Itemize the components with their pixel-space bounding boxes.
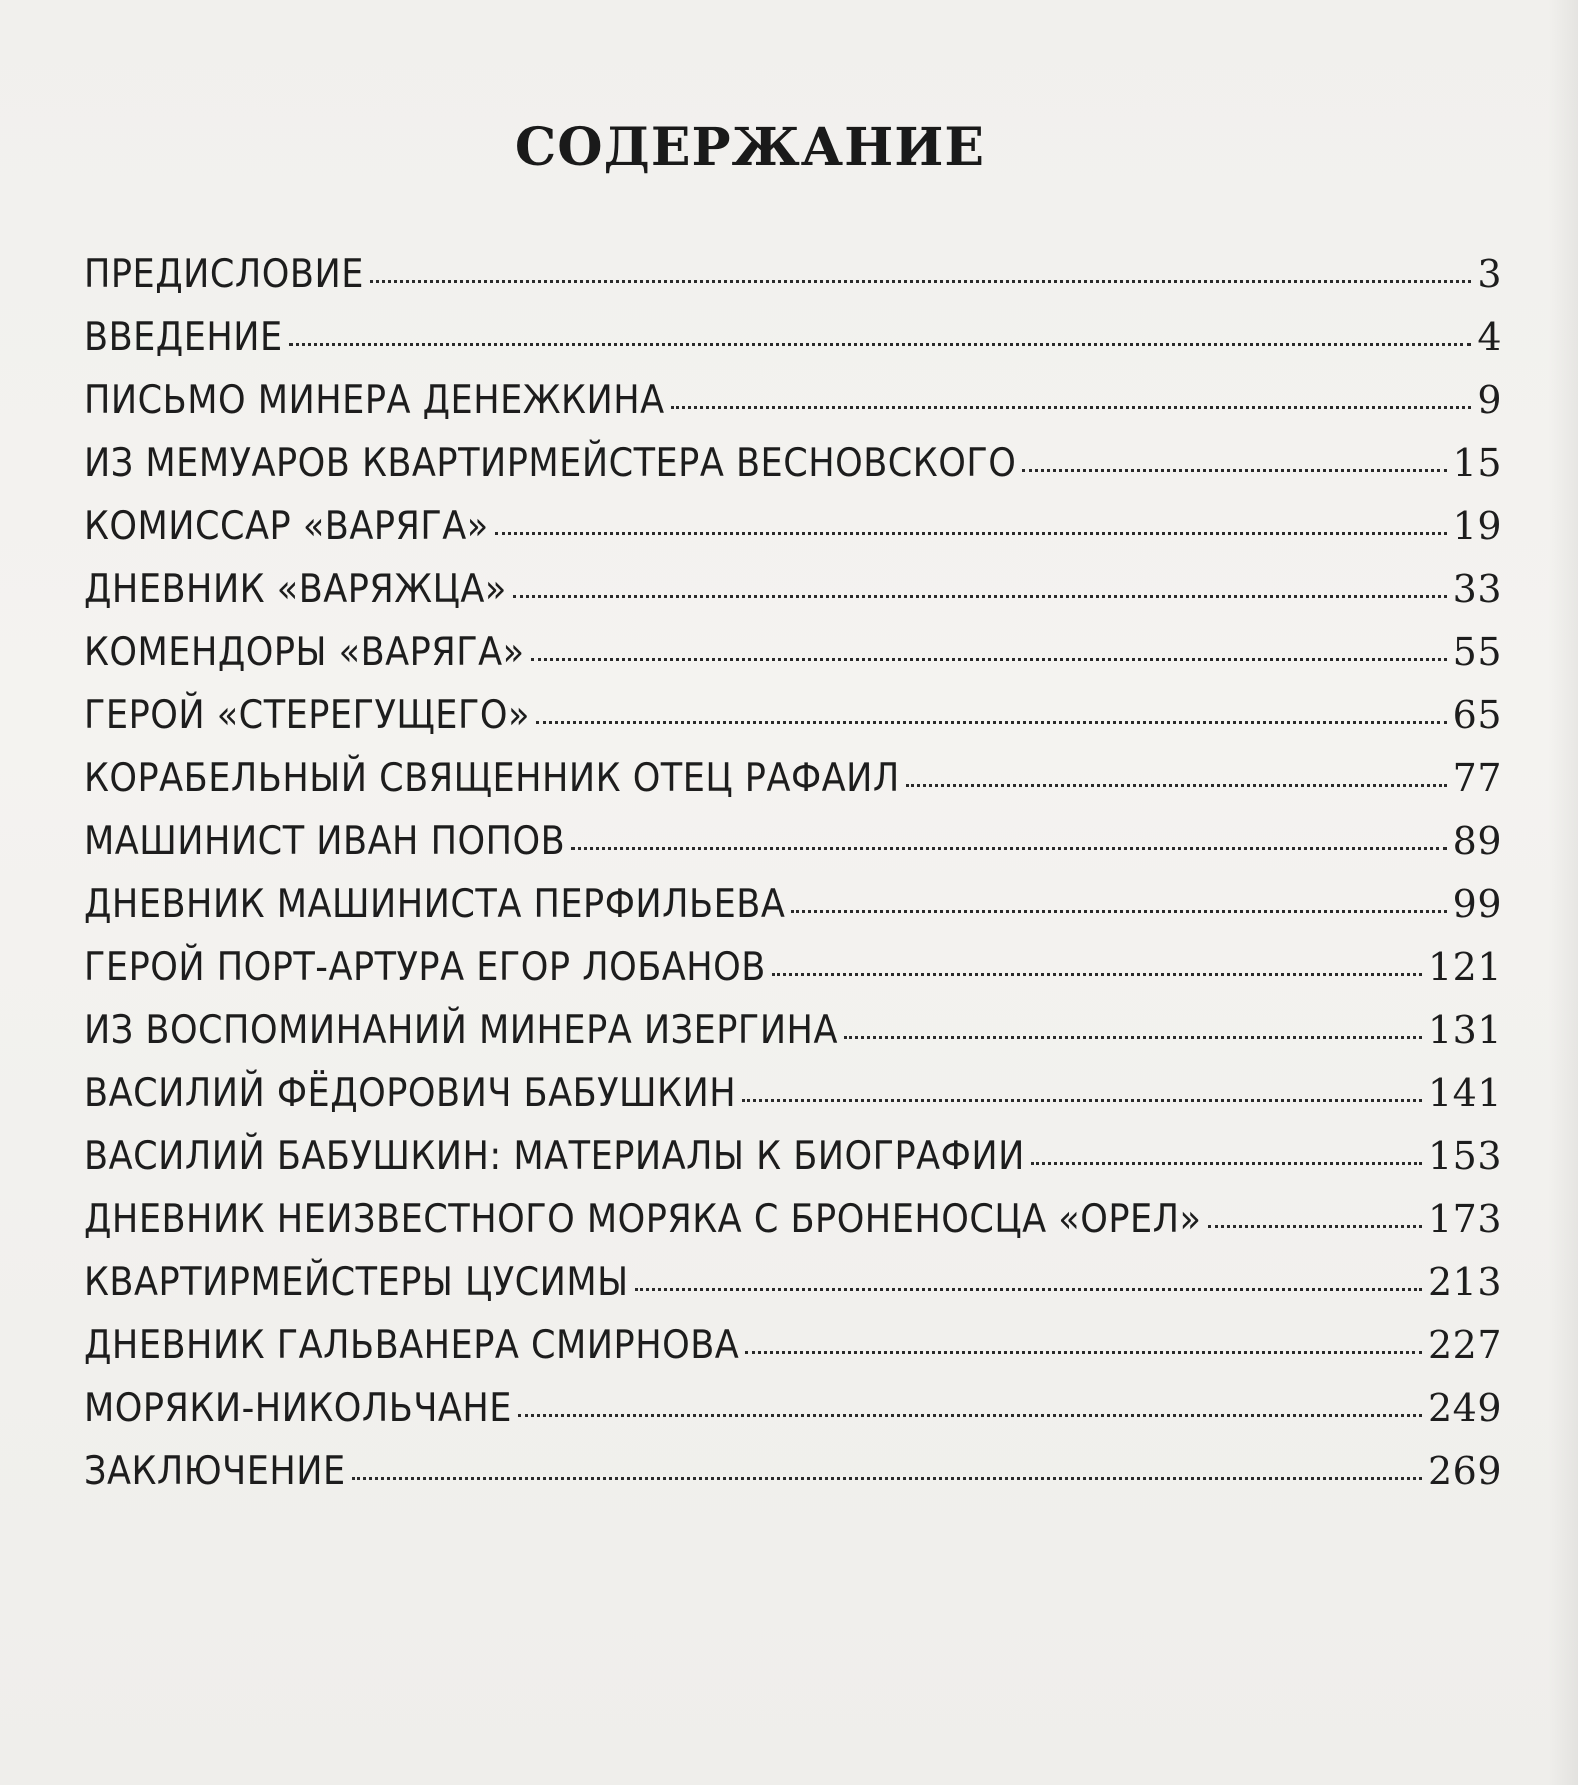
- toc-page-number: 141: [1427, 1071, 1502, 1115]
- toc-entry: [84, 1260, 1502, 1323]
- toc-page-number: 269: [1427, 1449, 1502, 1493]
- dot-leader: [742, 1099, 1422, 1102]
- toc-entry-title: ВАСИЛИЙ БАБУШКИН: МАТЕРИАЛЫ К БИОГРАФИИ: [84, 1134, 1025, 1179]
- toc-page-number: 89: [1452, 819, 1502, 863]
- dot-leader: [791, 910, 1446, 913]
- toc-entry: [84, 504, 1502, 567]
- toc-entry: [84, 693, 1502, 756]
- toc-entry: [84, 1449, 1502, 1512]
- toc-entry: [84, 441, 1502, 504]
- dot-leader: [1031, 1162, 1422, 1165]
- table-of-contents: [84, 252, 1502, 1512]
- dot-leader: [536, 721, 1447, 724]
- dot-leader: [571, 847, 1446, 850]
- toc-entry: [84, 1008, 1502, 1071]
- toc-entry-title: ЗАКЛЮЧЕНИЕ: [84, 1449, 346, 1494]
- toc-entry-title: ДНЕВНИК ГАЛЬВАНЕРА СМИРНОВА: [84, 1323, 740, 1368]
- toc-page-number: 4: [1477, 315, 1502, 359]
- toc-page-number: 249: [1427, 1386, 1502, 1430]
- dot-leader: [518, 1414, 1422, 1417]
- toc-entry: [84, 1197, 1502, 1260]
- dot-leader: [844, 1036, 1422, 1039]
- toc-entry-title: ДНЕВНИК «ВАРЯЖЦА»: [84, 567, 507, 612]
- toc-entry: [84, 252, 1502, 315]
- toc-entry: [84, 756, 1502, 819]
- toc-entry: [84, 630, 1502, 693]
- toc-page-number: 121: [1427, 945, 1502, 989]
- dot-leader: [352, 1477, 1422, 1480]
- toc-entry: [84, 567, 1502, 630]
- toc-entry-title: ИЗ ВОСПОМИНАНИЙ МИНЕРА ИЗЕРГИНА: [84, 1008, 838, 1053]
- toc-page-number: 99: [1452, 882, 1502, 926]
- toc-page-number: 65: [1452, 693, 1502, 737]
- toc-entry-title: МОРЯКИ-НИКОЛЬЧАНЕ: [84, 1386, 512, 1431]
- toc-entry: [84, 1386, 1502, 1449]
- toc-entry: [84, 819, 1502, 882]
- toc-entry-title: ПИСЬМО МИНЕРА ДЕНЕЖКИНА: [84, 378, 665, 423]
- toc-page-number: 77: [1452, 756, 1502, 800]
- toc-entry-title: ВВЕДЕНИЕ: [84, 315, 283, 360]
- toc-entry-title: МАШИНИСТ ИВАН ПОПОВ: [84, 819, 566, 864]
- toc-entry-title: КВАРТИРМЕЙСТЕРЫ ЦУСИМЫ: [84, 1260, 629, 1305]
- dot-leader: [745, 1351, 1422, 1354]
- toc-entry-title: ДНЕВНИК НЕИЗВЕСТНОГО МОРЯКА С БРОНЕНОСЦА «ОРЕЛ»: [84, 1197, 1202, 1242]
- dot-leader: [772, 973, 1422, 976]
- toc-entry: [84, 315, 1502, 378]
- toc-entry: [84, 882, 1502, 945]
- dot-leader: [370, 280, 1471, 283]
- dot-leader: [495, 532, 1447, 535]
- toc-entry-title: ГЕРОЙ «СТЕРЕГУЩЕГО»: [84, 693, 530, 738]
- toc-entry: [84, 945, 1502, 1008]
- toc-page-number: 9: [1477, 378, 1502, 422]
- toc-entry-title: ИЗ МЕМУАРОВ КВАРТИРМЕЙСТЕРА ВЕСНОВСКОГО: [84, 441, 1017, 486]
- dot-leader: [906, 784, 1447, 787]
- toc-entry: [84, 1134, 1502, 1197]
- toc-entry-title: ПРЕДИСЛОВИЕ: [84, 252, 364, 297]
- toc-entry: [84, 1071, 1502, 1134]
- toc-entry: [84, 1323, 1502, 1386]
- dot-leader: [635, 1288, 1422, 1291]
- toc-page-number: 55: [1452, 630, 1502, 674]
- dot-leader: [289, 343, 1472, 346]
- page-edge-shadow: [1548, 0, 1578, 1785]
- toc-entry-title: ДНЕВНИК МАШИНИСТА ПЕРФИЛЬЕВА: [84, 882, 786, 927]
- toc-page-number: 213: [1427, 1260, 1502, 1304]
- toc-entry-title: КОМЕНДОРЫ «ВАРЯГА»: [84, 630, 525, 675]
- toc-page-number: 19: [1452, 504, 1502, 548]
- toc-entry: [84, 378, 1502, 441]
- dot-leader: [513, 595, 1447, 598]
- toc-page-number: 173: [1427, 1197, 1502, 1241]
- toc-entry-title: КОРАБЕЛЬНЫЙ СВЯЩЕННИК ОТЕЦ РАФАИЛ: [84, 756, 900, 801]
- toc-page-number: 3: [1477, 252, 1502, 296]
- toc-entry-title: ГЕРОЙ ПОРТ-АРТУРА ЕГОР ЛОБАНОВ: [84, 945, 766, 990]
- toc-page-number: 227: [1427, 1323, 1502, 1367]
- toc-page-number: 153: [1427, 1134, 1502, 1178]
- toc-entry-title: ВАСИЛИЙ ФЁДОРОВИЧ БАБУШКИН: [84, 1071, 737, 1116]
- dot-leader: [531, 658, 1447, 661]
- dot-leader: [1022, 469, 1446, 472]
- toc-page-number: 131: [1427, 1008, 1502, 1052]
- dot-leader: [1208, 1225, 1422, 1228]
- dot-leader: [671, 406, 1472, 409]
- toc-entry-title: КОМИССАР «ВАРЯГА»: [84, 504, 489, 549]
- page-title: СОДЕРЖАНИЕ: [514, 116, 986, 178]
- toc-page-number: 33: [1452, 567, 1502, 611]
- toc-page-number: 15: [1452, 441, 1502, 485]
